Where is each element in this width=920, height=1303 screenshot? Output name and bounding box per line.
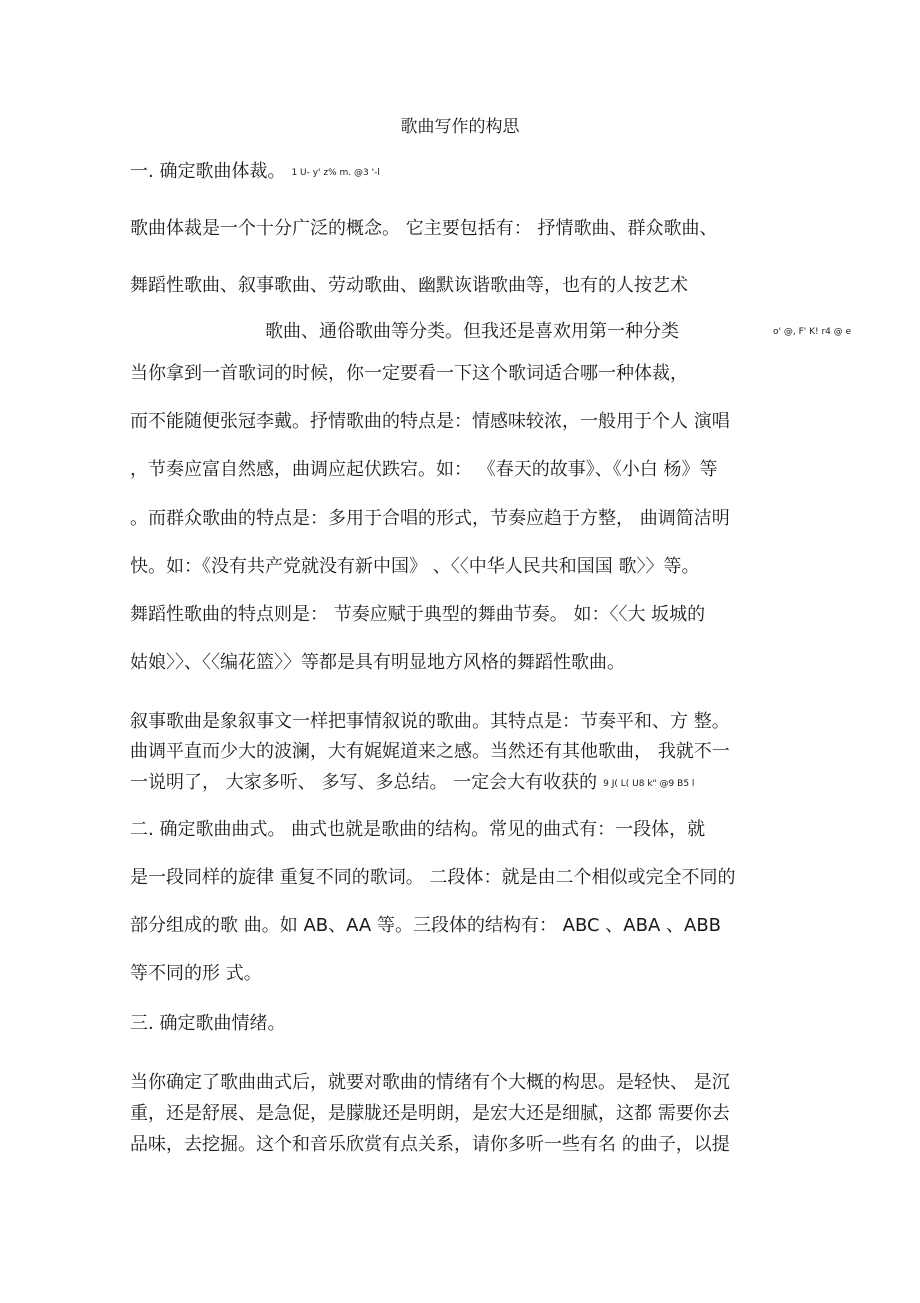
- paragraph-line: 舞蹈性歌曲的特点则是： 节奏应赋于典型的舞曲节奏。 如：〈〈大 坂城的: [130, 604, 706, 625]
- paragraph-line: 歌曲体裁是一个十分广泛的概念。 它主要包括有： 抒情歌曲、群众歌曲、: [130, 218, 718, 239]
- paragraph-line: 快。如：《没有共产党就没有新中国》 、〈〈中华人民共和国国 歌〉〉等。: [130, 556, 700, 577]
- paragraph-line: 。而群众歌曲的特点是：多用于合唱的形式，节奏应趋于方整， 曲调简洁明: [130, 508, 730, 529]
- paragraph-line: 当你拿到一首歌词的时候，你一定要看一下这个歌词适合哪一种体裁，: [130, 363, 688, 384]
- paragraph-line: 等不同的形 式。: [130, 963, 262, 984]
- document-title: 歌曲写作的构思: [400, 117, 520, 137]
- paragraph-line: 歌曲、通俗歌曲等分类。但我还是喜欢用第一种分类: [265, 321, 679, 342]
- section-heading-2: 二. 确定歌曲曲式。 曲式也就是歌曲的结构。常见的曲式有：一段体，就: [130, 819, 706, 840]
- section-heading-1-text: 一. 确定歌曲体裁。: [130, 161, 286, 182]
- watermark-note-1: 1 U- y' z% m. @3 '-l: [291, 168, 380, 178]
- paragraph-line: 重，还是舒展、是急促，是朦胧还是明朗，是宏大还是细腻，这都 需要你去: [130, 1103, 730, 1124]
- section-heading-3: 三. 确定歌曲情绪。: [130, 1013, 286, 1034]
- paragraph-line: ，节奏应富自然感，曲调应起伏跌宕。如： 《春天的故事》、《小白 杨》等: [130, 459, 718, 480]
- watermark-note-3: 9 J( L( U8 k" @9 B5 l: [603, 779, 695, 789]
- paragraph-line: 叙事歌曲是象叙事文一样把事情叙说的歌曲。其特点是：节奏平和、方 整。: [130, 711, 730, 732]
- watermark-note-2: o' @, F' K! r4 @ e: [773, 327, 852, 337]
- paragraph-line: 当你确定了歌曲曲式后，就要对歌曲的情绪有个大概的构思。是轻快、 是沉: [130, 1072, 730, 1093]
- paragraph-line: 而不能随便张冠李戴。抒情歌曲的特点是：情感味较浓，一般用于个人 演唱: [130, 411, 730, 432]
- paragraph-line: 姑娘〉〉、〈〈编花篮〉〉等都是具有明显地方风格的舞蹈性歌曲。: [130, 652, 625, 673]
- paragraph-line: 部分组成的歌 曲。如 AB、AA 等。三段体的结构有： ABC 、ABA 、ABB: [130, 915, 722, 936]
- paragraph-line: 品味，去挖掘。这个和音乐欣赏有点关系，请你多听一些有名 的曲子，以提: [130, 1134, 730, 1155]
- paragraph-line-text: 一说明了， 大家多听、 多写、多总结。 一定会大有收获的: [130, 772, 598, 793]
- paragraph-line: 曲调平直而少大的波澜，大有娓娓道来之感。当然还有其他歌曲， 我就不一: [130, 741, 730, 762]
- paragraph-line: 舞蹈性歌曲、叙事歌曲、劳动歌曲、幽默诙谐歌曲等，也有的人按艺术: [130, 275, 688, 296]
- paragraph-line: 是一段同样的旋律 重复不同的歌词。 二段体：就是由二个相似或完全不同的: [130, 867, 736, 888]
- paragraph-line: [130, 771, 694, 796]
- section-heading-1: [130, 160, 380, 185]
